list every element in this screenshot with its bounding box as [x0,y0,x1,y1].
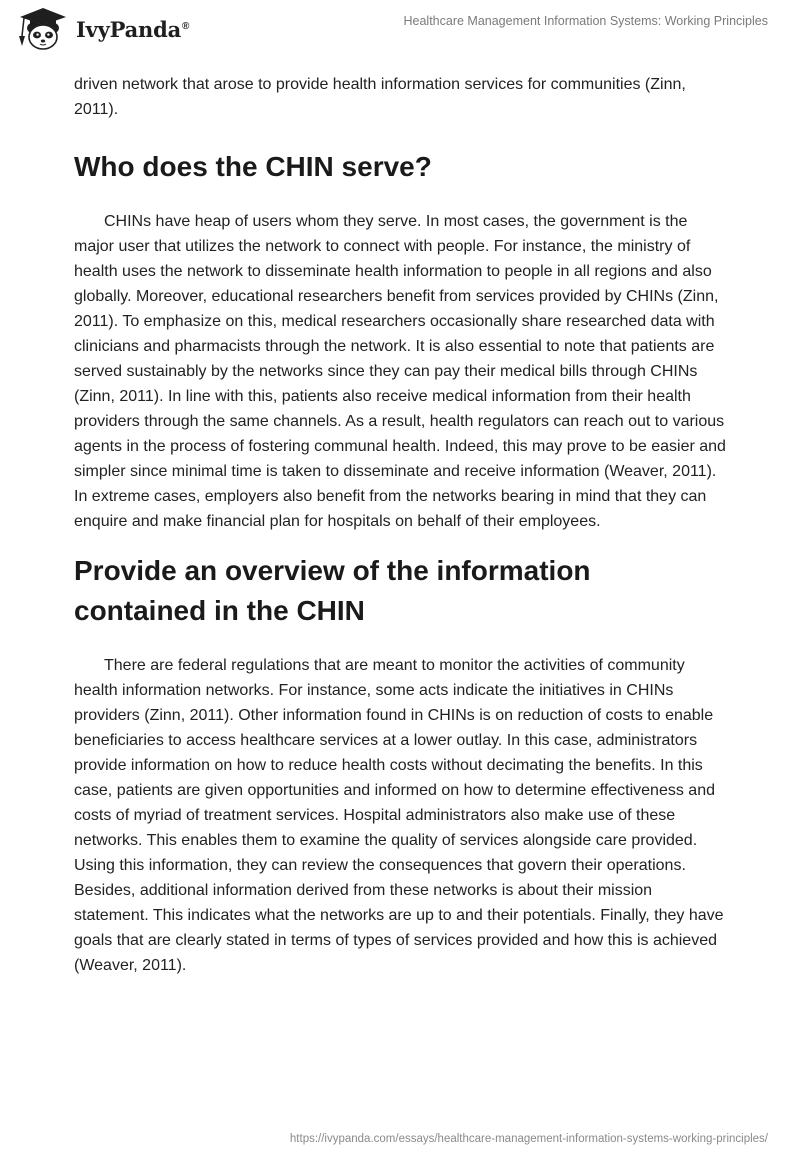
registered-mark: ® [182,20,190,32]
intro-fragment: driven network that arose to provide health information services for communities (Zinn, 2011). [74,76,686,118]
section-heading-overview: Provide an overview of the information contained in the CHIN [74,555,591,626]
document-title: Healthcare Management Information Systems: Working Principles [403,14,768,28]
page-header [0,0,800,64]
section-paragraph-overview: There are federal regulations that are meant to monitor the activities of community health information networks. For instance, some acts indicate the initiatives in CHINs providers (Zinn, 2011). Other information found in CHINs is on reduction of costs to enable beneficiaries to access healthcare services at a lower outlay. In this case, administrators provide information on how to reduce health costs without decimating the benefits. In this case, patients are given opportunities and informed on how to determine effectiveness and costs of myriad of treatment services. Hospital administrators also make use of these networks. This enables them to examine the quality of services alongside care provided. Using this information, they can review the consequences that govern their operations. Besides, additional information derived from these networks is about their mission statement. This indicates what the networks are up to and their potentials. Finally, they have goals that are clearly stated in terms of types of services provided and how this is achieved (Weaver, 2011). [74,657,724,974]
panda-icon [14,6,72,52]
section-paragraph-who-serves: CHINs have heap of users whom they serve. In most cases, the government is the major user that utilizes the network to connect with people. For instance, the ministry of health uses the network to disseminate health information to people in all regions and also globally. Moreover, educational researchers benefit from services provided by CHINs (Zinn, 2011). To emphasize on this, medical researchers occasionally share researched data with clinicians and pharmacists through the network. It is also essential to note that patients are served sustainably by the networks since they can pay their medical bills through CHINs (Zinn, 2011). In line with this, patients also receive medical information from their health providers through the same channels. As a result, health regulators can reach out to various agents in the process of fostering communal health. Indeed, this may prove to be easier and simpler since minimal time is taken to disseminate and receive information (Weaver, 2011). In extreme cases, employers also benefit from the networks bearing in mind that they can enquire and make financial plan for hospitals on behalf of their employees. [74,213,726,530]
section-heading-who-serves: Who does the CHIN serve? [74,151,432,182]
article-body [74,72,729,978]
ivypanda-logo[interactable] [14,6,189,52]
logo-wordmark: IvyPanda® [76,16,190,42]
source-url[interactable]: https://ivypanda.com/essays/healthcare-management-information-systems-working-principles/ [289,1133,768,1145]
